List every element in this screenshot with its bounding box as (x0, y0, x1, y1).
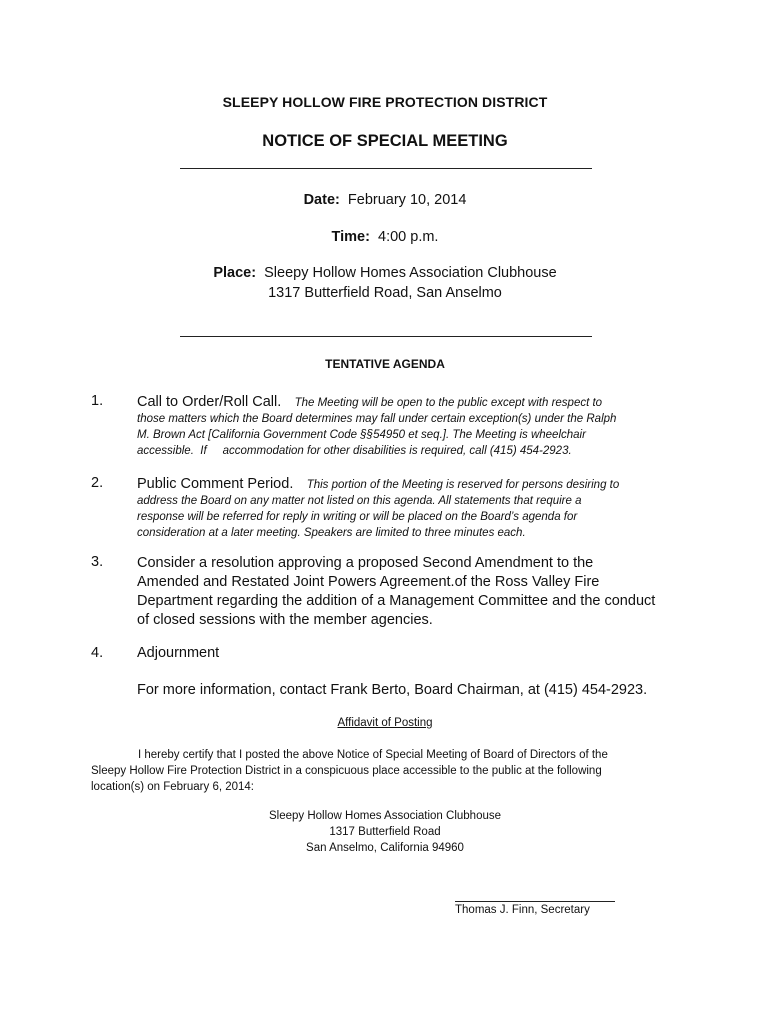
certification-line: Sleepy Hollow Fire Protection District in a conspicuous place accessible to the public at the following (91, 765, 602, 777)
agenda-heading: TENTATIVE AGENDA (325, 357, 445, 371)
affidavit-heading: Affidavit of Posting (337, 717, 433, 729)
agenda-item-note-line: The Meeting will be open to the public except with respect to (294, 397, 603, 409)
agenda-item-number: 3. (91, 554, 104, 570)
meeting-date (0, 192, 770, 208)
date-label: Date: (303, 192, 340, 208)
meeting-time (0, 229, 770, 245)
agenda-item-note-line: accessible. If accommodation for other disabilities is required, call (415) 454-2923. (137, 445, 572, 457)
agenda-item-call-to-order (137, 393, 692, 459)
district-name: SLEEPY HOLLOW FIRE PROTECTION DISTRICT (222, 94, 548, 110)
divider-bottom (180, 336, 592, 337)
agenda-item-line: Department regarding the addition of a Management Committee and the conduct (137, 593, 656, 609)
agenda-item-number: 4. (91, 645, 104, 661)
agenda-item-note-line: consideration at a later meeting. Speakers are limited to three minutes each. (137, 527, 526, 539)
agenda-item-note-line: M. Brown Act [California Government Code §§54950 et seq.]. The Meeting is wheelchair (137, 429, 586, 441)
agenda-item-note-line: address the Board on any matter not listed on this agenda. All statements that require a (137, 495, 582, 507)
agenda-item-line: of closed sessions with the member agencies. (137, 612, 433, 628)
meeting-place (0, 265, 770, 281)
agenda-item-adjournment: Adjournment (137, 645, 220, 661)
place-line-1: Sleepy Hollow Homes Association Clubhouse (264, 265, 557, 281)
signature-line (455, 901, 615, 902)
posting-address-line: Sleepy Hollow Homes Association Clubhouse (268, 810, 502, 822)
agenda-item-line: Consider a resolution approving a proposed Second Amendment to the (137, 555, 594, 571)
place-line-2: 1317 Butterfield Road, San Anselmo (268, 285, 502, 301)
agenda-item-note-line: those matters which the Board determines may fall under certain exception(s) under the Ralph (137, 413, 617, 425)
certification-text (91, 747, 671, 795)
agenda-item-title: Call to Order/Roll Call. (137, 394, 282, 410)
time-value: 4:00 p.m. (378, 229, 439, 245)
agenda-item-note-line: This portion of the Meeting is reserved for persons desiring to (306, 479, 620, 491)
agenda-item-line: Amended and Restated Joint Powers Agreement.of the Ross Valley Fire (137, 574, 600, 590)
posting-address-line: San Anselmo, California 94960 (306, 842, 464, 854)
date-value: February 10, 2014 (347, 192, 467, 208)
place-label: Place: (213, 265, 257, 281)
time-label: Time: (331, 229, 370, 245)
divider-top (180, 168, 592, 169)
certification-line: I hereby certify that I posted the above Notice of Special Meeting of Board of Directors of the (138, 749, 608, 761)
certification-line: location(s) on February 6, 2014: (91, 781, 255, 793)
agenda-item-public-comment (137, 475, 692, 541)
posting-address-line: 1317 Butterfield Road (329, 826, 441, 838)
agenda-item-number: 2. (91, 475, 104, 491)
agenda-item-title: Public Comment Period. (137, 476, 294, 492)
agenda-item-note-line: response will be referred for reply in writing or will be placed on the Board’s agenda for (137, 511, 578, 523)
notice-title: NOTICE OF SPECIAL MEETING (262, 132, 508, 150)
contact-info: For more information, contact Frank Berto, Board Chairman, at (415) 454-2923. (137, 682, 648, 698)
agenda-item-number: 1. (91, 393, 104, 409)
signer-name: Thomas J. Finn, Secretary (455, 904, 590, 916)
agenda-item-resolution (137, 554, 692, 630)
